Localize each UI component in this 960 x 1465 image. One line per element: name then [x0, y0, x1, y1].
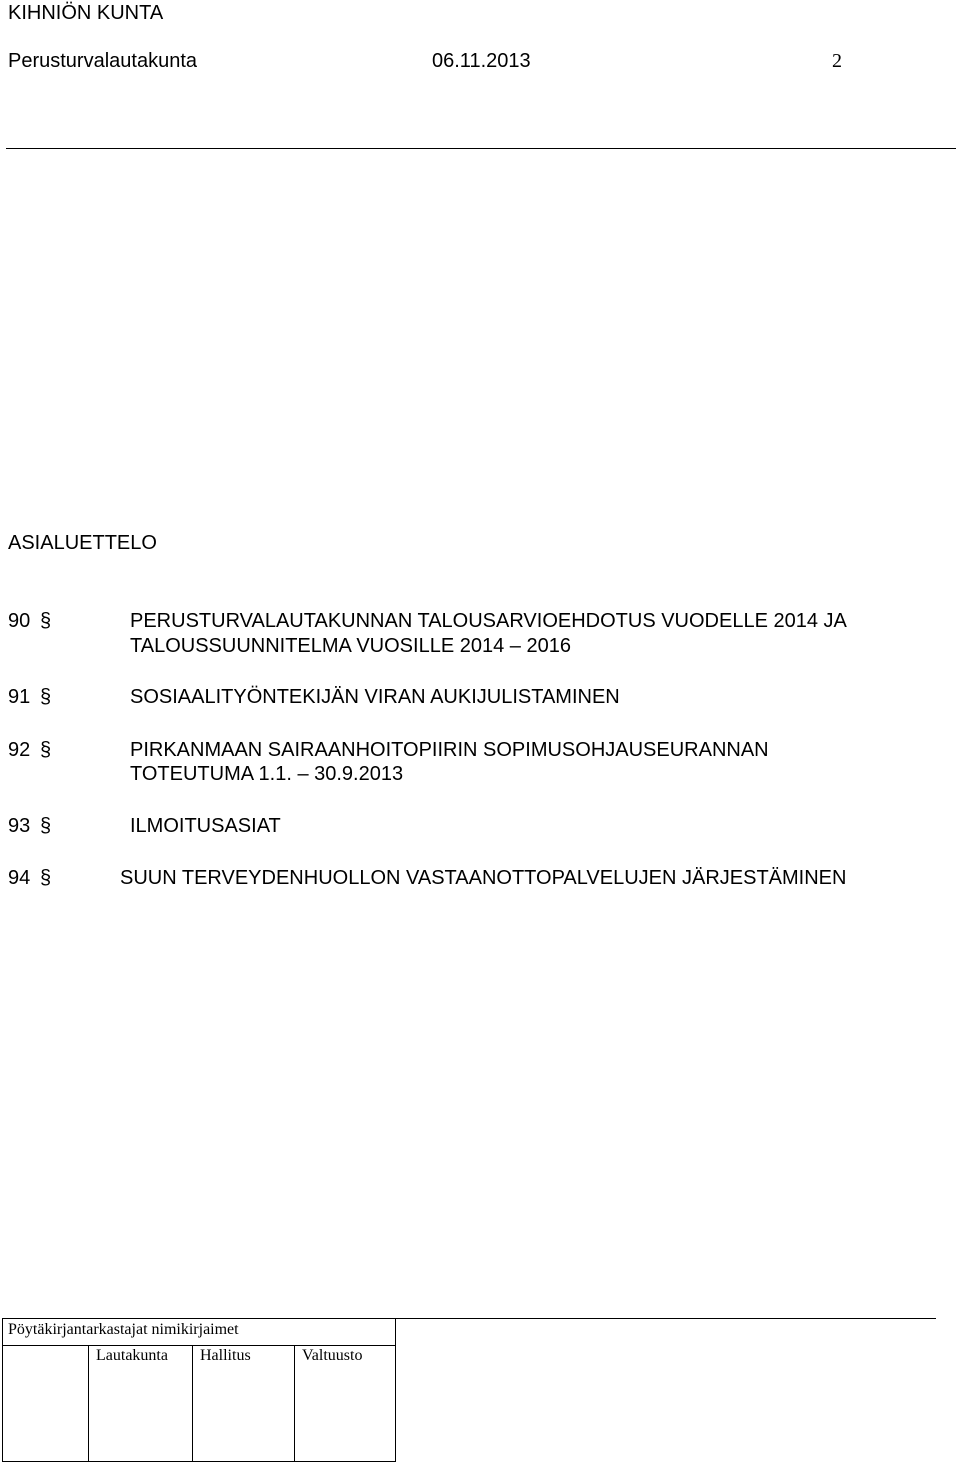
item-title-line2: TOTEUTUMA 1.1. – 30.9.2013: [130, 763, 404, 785]
signature-column-divider: [88, 1345, 89, 1462]
item-number: 90: [8, 610, 31, 632]
signature-column-valtuusto: Valtuusto: [302, 1347, 363, 1364]
section-sign-icon: §: [40, 610, 52, 632]
signature-column-hallitus: Hallitus: [200, 1347, 251, 1364]
meeting-date: 06.11.2013: [432, 50, 531, 72]
signature-column-divider: [192, 1345, 193, 1462]
board-name: Perusturvalautakunta: [8, 50, 198, 72]
section-sign-icon: §: [40, 815, 52, 837]
footer-divider: [396, 1318, 936, 1319]
item-title-line1: SUUN TERVEYDENHUOLLON VASTAANOTTOPALVELUJEN JÄRJESTÄMINEN: [120, 867, 847, 889]
signature-column-lautakunta: Lautakunta: [96, 1347, 168, 1364]
signatures-label: Pöytäkirjantarkastajat nimikirjaimet: [8, 1321, 239, 1338]
section-sign-icon: §: [40, 686, 52, 708]
signature-table: [2, 1318, 396, 1462]
item-number: 94: [8, 867, 31, 889]
item-title-line2: TALOUSSUUNNITELMA VUOSILLE 2014 – 2016: [130, 635, 571, 657]
section-sign-icon: §: [40, 867, 52, 889]
signature-column-divider: [294, 1345, 295, 1462]
header-divider: [6, 148, 956, 149]
agenda-heading: ASIALUETTELO: [8, 532, 157, 554]
item-number: 93: [8, 815, 31, 837]
item-number: 91: [8, 686, 31, 708]
section-sign-icon: §: [40, 739, 52, 761]
item-number: 92: [8, 739, 31, 761]
item-title-line1: PIRKANMAAN SAIRAANHOITOPIIRIN SOPIMUSOHJAUSEURANNAN: [130, 739, 769, 761]
item-title-line1: ILMOITUSASIAT: [130, 815, 281, 837]
item-title-line1: PERUSTURVALAUTAKUNNAN TALOUSARVIOEHDOTUS VUODELLE 2014 JA: [130, 610, 847, 632]
page-number: 2: [832, 50, 842, 72]
item-title-line1: SOSIAALITYÖNTEKIJÄN VIRAN AUKIJULISTAMINEN: [130, 686, 620, 708]
organization-name: KIHNIÖN KUNTA: [8, 2, 164, 24]
signature-table-row-divider: [2, 1345, 396, 1346]
